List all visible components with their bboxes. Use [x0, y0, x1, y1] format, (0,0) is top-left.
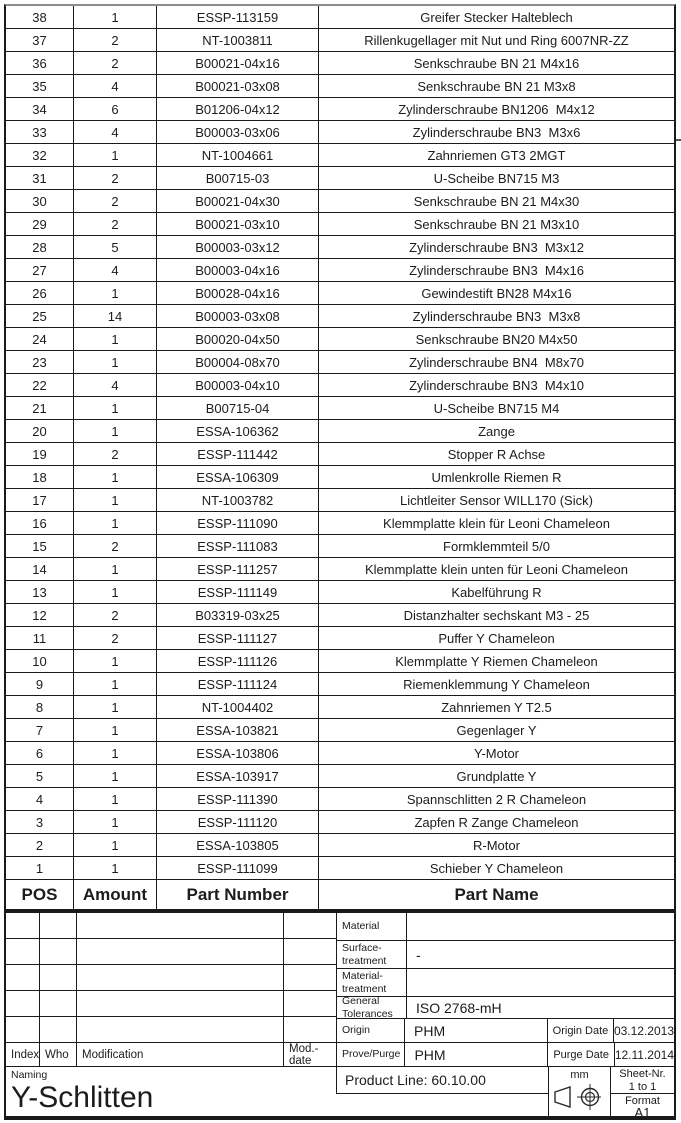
pos-cell: 17 — [6, 489, 74, 511]
part-number-cell: ESSP-111120 — [157, 811, 319, 833]
part-name-cell: Stopper R Achse — [447, 446, 546, 462]
empty-area — [336, 1094, 548, 1116]
amount-cell: 4 — [74, 374, 157, 396]
part-number-cell: B00028-04x16 — [157, 282, 319, 304]
part-name-cell: Distanzhalter sechskant M3 - 25 — [403, 607, 590, 623]
revision-row — [6, 913, 336, 939]
pos-cell: 33 — [6, 121, 74, 143]
part-name-cell: Zylinderschraube BN4 M8x70 — [409, 354, 584, 370]
part-name-cell: Gewindestift BN28 M4x16 — [421, 285, 572, 301]
table-row — [6, 98, 674, 121]
revision-row — [6, 991, 336, 1017]
pos-cell: 3 — [6, 811, 74, 833]
mod-date-cell — [284, 991, 336, 1016]
mod-date-cell — [284, 913, 336, 938]
amount-cell: 1 — [74, 466, 157, 488]
purge-date-value: 12.11.2014 — [614, 1047, 674, 1062]
part-number-cell: ESSP-111442 — [157, 443, 319, 465]
surface-treatment-label: Surface-treatment — [337, 941, 407, 968]
amount-cell: 2 — [74, 443, 157, 465]
table-row — [6, 834, 674, 857]
pos-cell: 14 — [6, 558, 74, 580]
amount-cell: 1 — [74, 673, 157, 695]
amount-cell: 1 — [74, 581, 157, 603]
table-row — [6, 696, 674, 719]
table-row — [6, 420, 674, 443]
table-row — [6, 719, 674, 742]
first-angle-projection-icon — [551, 1081, 609, 1113]
amount-cell: 1 — [74, 6, 157, 28]
amount-cell: 1 — [74, 765, 157, 787]
part-name-cell: Zylinderschraube BN3 M4x16 — [409, 262, 584, 278]
material-row — [336, 913, 674, 941]
table-row — [6, 397, 674, 420]
part-number-cell: NT-1004661 — [157, 144, 319, 166]
table-row — [6, 282, 674, 305]
parts-table — [4, 4, 676, 910]
amount-cell: 1 — [74, 811, 157, 833]
parts-rows — [6, 6, 674, 880]
origin-date-label: Origin Date — [548, 1019, 614, 1042]
part-number-cell: NT-1004402 — [157, 696, 319, 718]
table-row — [6, 351, 674, 374]
table-row — [6, 650, 674, 673]
part-number-cell: B00715-03 — [157, 167, 319, 189]
part-name-cell: Formklemmteil 5/0 — [443, 538, 550, 554]
pos-cell: 29 — [6, 213, 74, 235]
part-number-cell: ESSA-106362 — [157, 420, 319, 442]
general-tolerances-value: ISO 2768-mH — [416, 999, 502, 1016]
table-row — [6, 6, 674, 29]
part-name-cell: Spannschlitten 2 R Chameleon — [406, 791, 587, 807]
part-number-cell: NT-1003811 — [157, 29, 319, 51]
part-number-cell: B00004-08x70 — [157, 351, 319, 373]
table-row — [6, 52, 674, 75]
amount-cell: 2 — [74, 213, 157, 235]
pos-cell: 6 — [6, 742, 74, 764]
part-number-cell: B03319-03x25 — [157, 604, 319, 626]
revision-area — [6, 913, 336, 1116]
prove-purge-row — [336, 1043, 674, 1067]
modification-cell — [77, 939, 284, 964]
part-name-cell: Umlenkrolle Riemen R — [431, 469, 562, 485]
naming-label: Naming — [11, 1069, 48, 1081]
drawing-title: Y-Schlitten — [11, 1081, 154, 1114]
part-name-cell: Senkschraube BN 21 M3x8 — [417, 78, 576, 94]
amount-cell: 2 — [74, 190, 157, 212]
amount-cell: 1 — [74, 788, 157, 810]
sheet-nr-label: Sheet-Nr. — [619, 1068, 666, 1080]
pos-cell: 23 — [6, 351, 74, 373]
amount-cell: 2 — [74, 29, 157, 51]
sheet-number-box — [611, 1067, 674, 1094]
pos-cell: 21 — [6, 397, 74, 419]
amount-cell: 1 — [74, 650, 157, 672]
part-name-cell: U-Scheibe BN715 M3 — [433, 170, 560, 186]
pos-cell: 38 — [6, 6, 74, 28]
table-row — [6, 857, 674, 880]
pos-cell: 31 — [6, 167, 74, 189]
table-row — [6, 673, 674, 696]
amount-cell: 2 — [74, 627, 157, 649]
table-row — [6, 742, 674, 765]
pos-cell: 2 — [6, 834, 74, 856]
amount-cell: 1 — [74, 328, 157, 350]
part-name-cell: Gegenlager Y — [456, 722, 537, 738]
part-number-cell: B00021-04x30 — [157, 190, 319, 212]
part-number-cell: ESSA-106309 — [157, 466, 319, 488]
pos-cell: 12 — [6, 604, 74, 626]
part-name-cell: Klemmplatte klein für Leoni Chameleon — [383, 515, 610, 531]
index-cell — [6, 1017, 40, 1042]
amount-cell: 1 — [74, 351, 157, 373]
pos-cell: 1 — [6, 857, 74, 879]
part-number-cell: B01206-04x12 — [157, 98, 319, 120]
pos-cell: 18 — [6, 466, 74, 488]
part-name-cell: Zahnriemen Y T2.5 — [441, 699, 552, 715]
part-name-cell: Zange — [478, 423, 515, 439]
pos-cell: 20 — [6, 420, 74, 442]
amount-cell: 14 — [74, 305, 157, 327]
who-cell — [40, 965, 77, 990]
purge-date-label: Purge Date — [548, 1043, 614, 1066]
pos-cell: 34 — [6, 98, 74, 120]
part-number-cell: B00021-03x10 — [157, 213, 319, 235]
amount-cell: 2 — [74, 604, 157, 626]
material-treatment-label: Material-treatment — [337, 969, 407, 996]
part-name-cell: Senkschraube BN20 M4x50 — [415, 331, 578, 347]
modification-cell — [77, 991, 284, 1016]
table-row — [6, 489, 674, 512]
revision-row — [6, 965, 336, 991]
amount-cell: 1 — [74, 420, 157, 442]
table-row — [6, 305, 674, 328]
part-name-cell: Klemmplatte klein unten für Leoni Chameleon — [364, 561, 629, 577]
amount-cell: 1 — [74, 857, 157, 879]
index-cell — [6, 939, 40, 964]
amount-cell: 1 — [74, 512, 157, 534]
part-name-cell: Zylinderschraube BN3 M3x12 — [409, 239, 584, 255]
part-number-cell: ESSP-111099 — [157, 857, 319, 879]
table-row — [6, 581, 674, 604]
table-row — [6, 374, 674, 397]
pos-cell: 24 — [6, 328, 74, 350]
index-cell — [6, 965, 40, 990]
pos-cell: 26 — [6, 282, 74, 304]
table-row — [6, 535, 674, 558]
part-number-cell: ESSP-111257 — [157, 558, 319, 580]
pos-cell: 4 — [6, 788, 74, 810]
header-pos: POS — [6, 880, 74, 909]
part-number-cell: B00003-04x10 — [157, 374, 319, 396]
part-name-cell: Senkschraube BN 21 M4x30 — [413, 193, 580, 209]
material-treatment-value — [407, 969, 674, 996]
table-row — [6, 75, 674, 98]
amount-cell: 2 — [74, 52, 157, 74]
part-number-cell: B00021-04x16 — [157, 52, 319, 74]
title-block-bottom-row — [336, 1067, 674, 1120]
part-name-cell: Zylinderschraube BN3 M3x8 — [412, 308, 581, 324]
part-number-cell: B00003-03x12 — [157, 236, 319, 258]
who-cell — [40, 913, 77, 938]
index-label: Index — [6, 1043, 40, 1066]
amount-cell: 4 — [74, 259, 157, 281]
amount-cell: 4 — [74, 121, 157, 143]
table-row — [6, 167, 674, 190]
part-number-cell: ESSA-103806 — [157, 742, 319, 764]
table-row — [6, 29, 674, 52]
index-cell — [6, 991, 40, 1016]
mod-date-label: Mod.-date — [289, 1042, 319, 1067]
material-value — [407, 913, 674, 940]
part-number-cell: ESSP-111127 — [157, 627, 319, 649]
part-name-cell: Senkschraube BN 21 M3x10 — [413, 216, 580, 232]
table-row — [6, 788, 674, 811]
pos-cell: 25 — [6, 305, 74, 327]
projection-box — [548, 1067, 610, 1116]
part-number-cell: B00020-04x50 — [157, 328, 319, 350]
general-tolerances-row — [336, 997, 674, 1019]
sheet-nr-value: 1 to 1 — [628, 1080, 657, 1093]
part-number-cell: ESSP-111390 — [157, 788, 319, 810]
mod-date-cell — [284, 965, 336, 990]
pos-cell: 9 — [6, 673, 74, 695]
part-number-cell: ESSP-113159 — [157, 6, 319, 28]
origin-label: Origin — [337, 1019, 405, 1042]
pos-cell: 11 — [6, 627, 74, 649]
pos-cell: 22 — [6, 374, 74, 396]
part-name-cell: Klemmplatte Y Riemen Chameleon — [395, 653, 598, 669]
modification-label: Modification — [77, 1043, 284, 1066]
part-name-cell: Zylinderschraube BN3 M3x6 — [412, 124, 581, 140]
surface-treatment-row — [336, 941, 674, 969]
modification-cell — [77, 965, 284, 990]
pos-cell: 7 — [6, 719, 74, 741]
pos-cell: 16 — [6, 512, 74, 534]
product-line-area — [336, 1067, 548, 1116]
amount-cell: 4 — [74, 75, 157, 97]
pos-cell: 35 — [6, 75, 74, 97]
table-row — [6, 236, 674, 259]
fold-mark — [676, 139, 681, 141]
modification-cell — [77, 913, 284, 938]
amount-cell: 1 — [74, 144, 157, 166]
units-label: mm — [570, 1069, 589, 1081]
part-number-cell: ESSP-111083 — [157, 535, 319, 557]
part-name-cell: Zylinderschraube BN1206 M4x12 — [398, 101, 595, 117]
part-name-cell: Zapfen R Zange Chameleon — [414, 814, 579, 830]
modification-cell — [77, 1017, 284, 1042]
part-number-cell: B00003-04x16 — [157, 259, 319, 281]
part-name-cell: Lichtleiter Sensor WILL170 (Sick) — [400, 492, 593, 508]
amount-cell: 1 — [74, 489, 157, 511]
who-cell — [40, 1017, 77, 1042]
table-row — [6, 512, 674, 535]
prove-purge-label: Prove/Purge — [337, 1043, 405, 1066]
amount-cell: 6 — [74, 98, 157, 120]
title-block — [4, 910, 676, 1120]
part-number-cell: B00021-03x08 — [157, 75, 319, 97]
part-number-cell: B00715-04 — [157, 397, 319, 419]
part-number-cell: ESSP-111090 — [157, 512, 319, 534]
amount-cell: 1 — [74, 558, 157, 580]
table-row — [6, 213, 674, 236]
amount-cell: 2 — [74, 535, 157, 557]
amount-cell: 1 — [74, 696, 157, 718]
part-name-cell: Grundplatte Y — [456, 768, 537, 784]
amount-cell: 1 — [74, 282, 157, 304]
format-label: Format — [625, 1095, 660, 1107]
pos-cell: 30 — [6, 190, 74, 212]
table-row — [6, 328, 674, 351]
title-block-right — [336, 913, 674, 1120]
who-cell — [40, 991, 77, 1016]
part-name-cell: Riemenklemmung Y Chameleon — [403, 676, 590, 692]
amount-cell: 2 — [74, 167, 157, 189]
table-row — [6, 466, 674, 489]
format-box — [611, 1094, 674, 1119]
who-cell — [40, 939, 77, 964]
sheet-format-box — [610, 1067, 674, 1120]
amount-cell: 5 — [74, 236, 157, 258]
pos-cell: 36 — [6, 52, 74, 74]
table-row — [6, 259, 674, 282]
part-name-cell: Senkschraube BN 21 M4x16 — [413, 55, 580, 71]
who-label: Who — [40, 1043, 77, 1066]
format-value: A1 — [634, 1105, 651, 1120]
part-number-cell: ESSA-103821 — [157, 719, 319, 741]
pos-cell: 5 — [6, 765, 74, 787]
header-part-number: Part Number — [157, 880, 319, 909]
part-name-cell: Greifer Stecker Halteblech — [420, 9, 573, 25]
part-number-cell: B00003-03x06 — [157, 121, 319, 143]
pos-cell: 28 — [6, 236, 74, 258]
index-cell — [6, 913, 40, 938]
naming-box — [6, 1067, 336, 1116]
part-number-cell: NT-1003782 — [157, 489, 319, 511]
surface-treatment-value: - — [416, 946, 421, 963]
amount-cell: 1 — [74, 742, 157, 764]
revision-header-row — [6, 1043, 336, 1067]
pos-cell: 27 — [6, 259, 74, 281]
table-row — [6, 190, 674, 213]
amount-cell: 1 — [74, 397, 157, 419]
part-number-cell: ESSA-103917 — [157, 765, 319, 787]
part-number-cell: ESSP-111149 — [157, 581, 319, 603]
revision-row — [6, 1017, 336, 1043]
product-line-box: Product Line: 60.10.00 — [336, 1067, 548, 1094]
material-label: Material — [337, 913, 407, 940]
prove-purge-value: PHM — [405, 1043, 548, 1066]
pos-cell: 13 — [6, 581, 74, 603]
pos-cell: 10 — [6, 650, 74, 672]
table-row — [6, 627, 674, 650]
table-row — [6, 558, 674, 581]
part-number-cell: ESSA-103805 — [157, 834, 319, 856]
parts-table-header — [6, 880, 674, 910]
part-name-cell: R-Motor — [473, 837, 520, 853]
pos-cell: 19 — [6, 443, 74, 465]
amount-cell: 1 — [74, 834, 157, 856]
pos-cell: 32 — [6, 144, 74, 166]
part-name-cell: Schieber Y Chameleon — [429, 860, 564, 876]
header-amount: Amount — [74, 880, 157, 909]
table-row — [6, 765, 674, 788]
header-part-name: Part Name — [454, 884, 539, 904]
part-number-cell: ESSP-111126 — [157, 650, 319, 672]
origin-date-value: 03.12.2013 — [613, 1023, 674, 1038]
part-name-cell: Zahnriemen GT3 2MGT — [427, 147, 566, 163]
part-name-cell: Y-Motor — [473, 745, 520, 761]
pos-cell: 15 — [6, 535, 74, 557]
part-number-cell: B00003-03x08 — [157, 305, 319, 327]
table-row — [6, 604, 674, 627]
part-name-cell: Rillenkugellager mit Nut und Ring 6007NR-ZZ — [364, 32, 629, 48]
origin-row — [336, 1019, 674, 1043]
part-name-cell: Zylinderschraube BN3 M4x10 — [409, 377, 584, 393]
pos-cell: 8 — [6, 696, 74, 718]
revision-row — [6, 939, 336, 965]
mod-date-cell — [284, 1017, 336, 1042]
part-name-cell: Puffer Y Chameleon — [438, 630, 555, 646]
part-name-cell: U-Scheibe BN715 M4 — [433, 400, 560, 416]
mod-date-cell — [284, 939, 336, 964]
part-name-cell: Kabelführung R — [451, 584, 542, 600]
table-row — [6, 443, 674, 466]
table-row — [6, 121, 674, 144]
table-row — [6, 811, 674, 834]
amount-cell: 1 — [74, 719, 157, 741]
part-number-cell: ESSP-111124 — [157, 673, 319, 695]
material-treatment-row — [336, 969, 674, 997]
general-tolerances-label: General Tolerances — [337, 997, 407, 1018]
pos-cell: 37 — [6, 29, 74, 51]
origin-value: PHM — [405, 1019, 548, 1042]
table-row — [6, 144, 674, 167]
